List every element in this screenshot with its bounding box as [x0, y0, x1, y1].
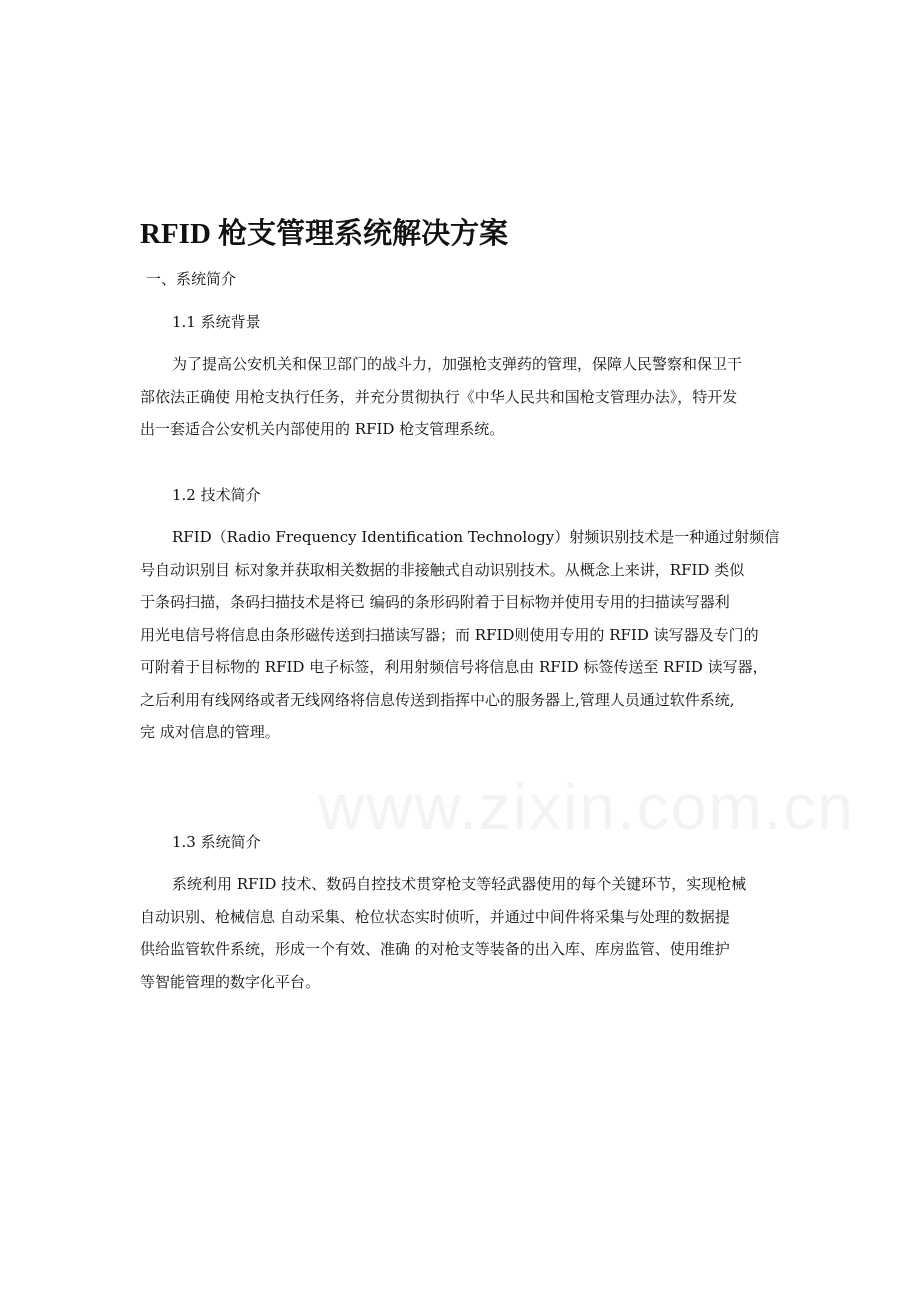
paragraph-system-overview [140, 868, 788, 998]
watermark: www.zixin.com.cn [318, 771, 855, 843]
paragraph-line: 系统利用 RFID 技术、数码自控技术贯穿枪支等轻武器使用的每个关键环节，实现枪械 [172, 875, 747, 893]
paragraph-line: 用光电信号将信息由条形磁传送到扫描读写器；而 RFID则使用专用的 RFID 读写器及专门的 [140, 625, 759, 644]
paragraph-technology [140, 521, 788, 749]
paragraph-line: 出一套适合公安机关内部使用的 RFID 枪支管理系统。 [140, 420, 505, 438]
subsection-heading-background: 1.1 系统背景 [172, 313, 261, 331]
paragraph-background [140, 348, 788, 446]
paragraph-line: 于条码扫描，条码扫描技术是将已 编码的条形码附着于目标物并使用专用的扫描读写器利 [140, 593, 730, 611]
paragraph-line: 完 成对信息的管理。 [140, 723, 280, 741]
paragraph-line: 可附着于目标物的 RFID 电子标签，利用射频信号将信息由 RFID 标签传送至 RFID 读写器， [140, 658, 768, 676]
subsection-heading-technology: 1.2 技术简介 [172, 486, 261, 504]
paragraph-line: 号自动识别目 标对象并获取相关数据的非接触式自动识别技术。从概念上来讲，RFID 类似 [140, 560, 745, 579]
paragraph-line: 自动识别、枪械信息 自动采集、枪位状态实时侦听，并通过中间件将采集与处理的数据提 [140, 907, 730, 926]
paragraph-line: 供给监管软件系统，形成一个有效、准确 的对枪支等装备的出入库、库房监管、使用维护 [140, 940, 730, 958]
document-title: RFID 枪支管理系统解决方案 [140, 218, 509, 250]
paragraph-line: 为了提高公安机关和保卫部门的战斗力，加强枪支弹药的管理，保障人民警察和保卫干 [172, 355, 743, 373]
paragraph-line: 部依法正确使 用枪支执行任务，并充分贯彻执行《中华人民共和国枪支管理办法》，特开发 [140, 387, 738, 406]
paragraph-line: 之后利用有线网络或者无线网络将信息传送到指挥中心的服务器上,管理人员通过软件系统, [140, 690, 735, 709]
subsection-heading-system-overview: 1.3 系统简介 [172, 833, 261, 851]
section-heading-system-intro: 一、系统简介 [146, 270, 237, 288]
paragraph-line: 等智能管理的数字化平台。 [140, 972, 321, 991]
paragraph-line: RFID（Radio Frequency Identification Technology）射频识别技术是一种通过射频信 [172, 528, 780, 546]
